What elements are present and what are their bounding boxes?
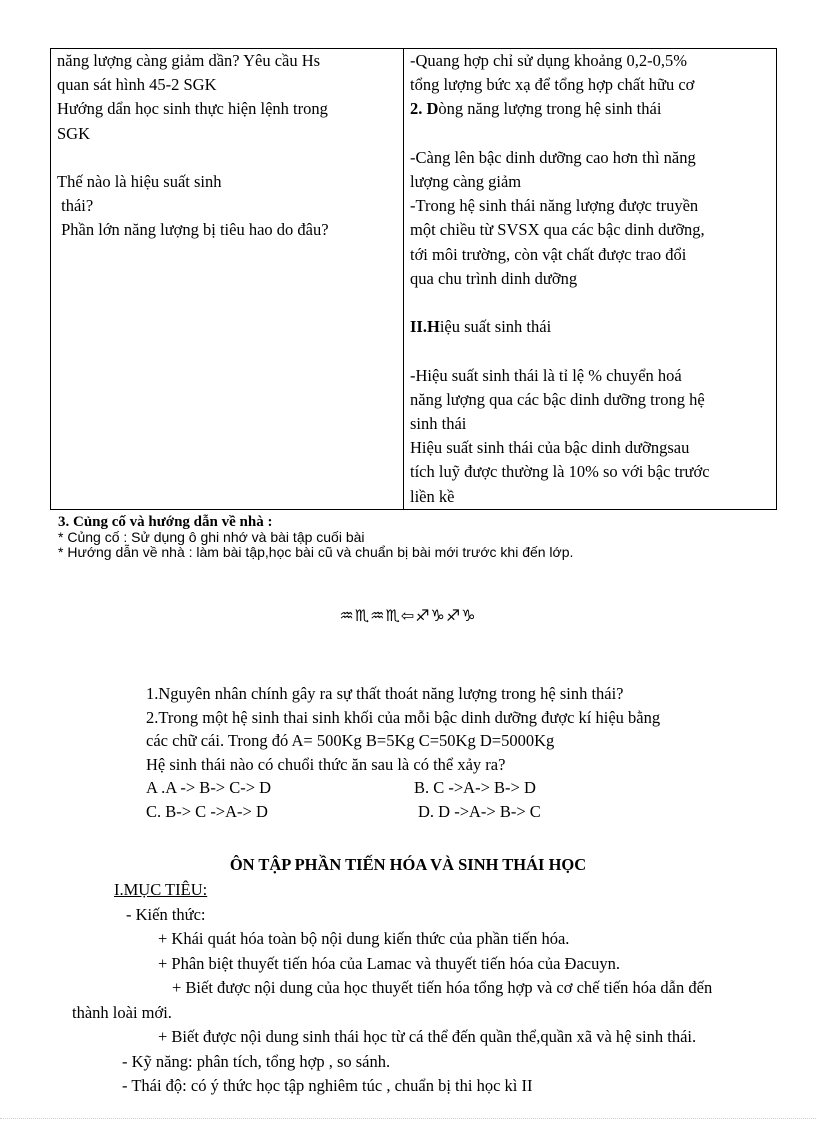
question-2-line: Hệ sinh thái nào có chuổi thức ăn sau là có thể xảy ra? — [146, 754, 506, 774]
review-objectives — [0, 878, 816, 1099]
right-line: sinh thái — [410, 414, 467, 433]
answer-row — [146, 800, 660, 824]
consolidation-heading: 3. Củng cố và hướng dẫn về nhà : — [58, 514, 273, 530]
left-line: thái? — [57, 196, 94, 216]
left-line: SGK — [57, 123, 91, 143]
option-a: A .A -> B-> C-> D — [146, 778, 272, 797]
teacher-activity-cell — [51, 49, 404, 510]
option-d: D. D ->A-> B-> C — [418, 801, 541, 821]
left-line: năng lượng càng giảm dần? Yêu cầu Hs — [57, 51, 321, 70]
answer-row — [146, 776, 660, 800]
question-1: 1.Nguyên nhân chính gây ra sự thất thoát năng lượng trong hệ sinh thái? — [146, 684, 624, 703]
right-line — [410, 291, 772, 315]
option-c: C. B-> C ->A-> D — [146, 801, 268, 821]
attitude-line: - Thái độ: có ý thức học tập nghiêm túc , chuẩn bị thi học kì II — [122, 1076, 533, 1095]
objectives-heading-row — [114, 878, 816, 903]
right-line: -Càng lên bậc dinh dưỡng cao hơn thì năng — [410, 147, 696, 167]
left-line: Phần lớn năng lượng bị tiêu hao do đâu? — [57, 220, 329, 240]
right-line: năng lượng qua các bậc dinh dưỡng trong hệ — [410, 389, 705, 409]
consolidation-review-line: * Củng cố : Sử dụng ô ghi nhớ và bài tập cuối bài — [58, 529, 365, 545]
consolidation-homework-line: * Hướng dẫn về nhà : làm bài tập,học bài cũ và chuẩn bị bài mới trước khi đến lớp. — [58, 544, 574, 560]
knowledge-item: + Biết được nội dung của học thuyết tiến hóa tổng hợp và cơ chế tiến hóa dẫn đến — [172, 978, 713, 997]
lesson-table — [50, 48, 777, 510]
right-line: -Hiệu suất sinh thái là tỉ lệ % chuyển hoá — [410, 365, 682, 385]
right-line: -Trong hệ sinh thái năng lượng được truyền — [410, 196, 699, 216]
table-row — [51, 49, 777, 510]
knowledge-item: + Khái quát hóa toàn bộ nội dung kiến thức của phần tiến hóa. — [158, 929, 570, 948]
section-heading: 2. Dòng năng lượng trong hệ sinh thái — [410, 99, 662, 119]
consolidation-section — [58, 515, 573, 560]
left-line — [57, 146, 399, 170]
left-line: quan sát hình 45-2 SGK — [57, 75, 217, 95]
review-title: ÔN TẬP PHẦN TIẾN HÓA VÀ SINH THÁI HỌC — [229, 855, 587, 874]
objectives-heading: I.MỤC TIÊU: — [114, 880, 208, 899]
question-2-line: các chữ cái. Trong đó A= 500Kg B=5Kg C=50Kg D=5000Kg — [146, 731, 555, 750]
right-line — [410, 339, 772, 363]
right-line: tổng lượng bức xạ để tổng hợp chất hữu cơ — [410, 75, 695, 95]
right-line: tới môi trường, còn vật chất được trao đổi — [410, 244, 687, 264]
right-line: một chiều từ SVSX qua các bậc dinh dưỡng, — [410, 220, 705, 240]
right-line: tích luỹ được thường là 10% so với bậc trước — [410, 462, 710, 482]
option-b: B. C ->A-> B-> D — [414, 778, 536, 797]
right-line — [410, 122, 772, 146]
right-line: qua chu trình dinh dưỡng — [410, 268, 578, 288]
knowledge-label: - Kiến thức: — [126, 904, 206, 924]
question-2-line: 2.Trong một hệ sinh thai sinh khối của mỗi bậc dinh dưỡng được kí hiệu bằng — [146, 707, 661, 727]
content-cell — [404, 49, 777, 510]
page-bottom-rule — [0, 1118, 816, 1119]
knowledge-item-continued: thành loài mới. — [72, 1002, 172, 1022]
symbol-divider: ♒♏♒♏⇦♐♑♐♑ — [339, 606, 477, 625]
right-line: lượng càng giảm — [410, 172, 522, 191]
right-line: liền kề — [410, 486, 455, 506]
knowledge-item: + Biết được nội dung sinh thái học từ cá thể đến quần thể,quần xã và hệ sinh thái. — [158, 1027, 697, 1046]
exercise-questions — [146, 682, 660, 823]
section-heading: II.Hiệu suất sinh thái — [410, 317, 552, 337]
right-line: -Quang hợp chỉ sử dụng khoảng 0,2-0,5% — [410, 51, 688, 70]
left-line: Thế nào là hiệu suất sinh — [57, 172, 222, 191]
skills-line: - Kỹ năng: phân tích, tổng hợp , so sánh. — [122, 1051, 391, 1071]
left-line: Hướng dẩn học sinh thực hiện lệnh trong — [57, 99, 328, 119]
knowledge-item: + Phân biệt thuyết tiến hóa của Lamac và thuyết tiến hóa của Đacuyn. — [158, 953, 620, 973]
right-line: Hiệu suất sinh thái của bậc dinh dưỡngsau — [410, 438, 690, 458]
